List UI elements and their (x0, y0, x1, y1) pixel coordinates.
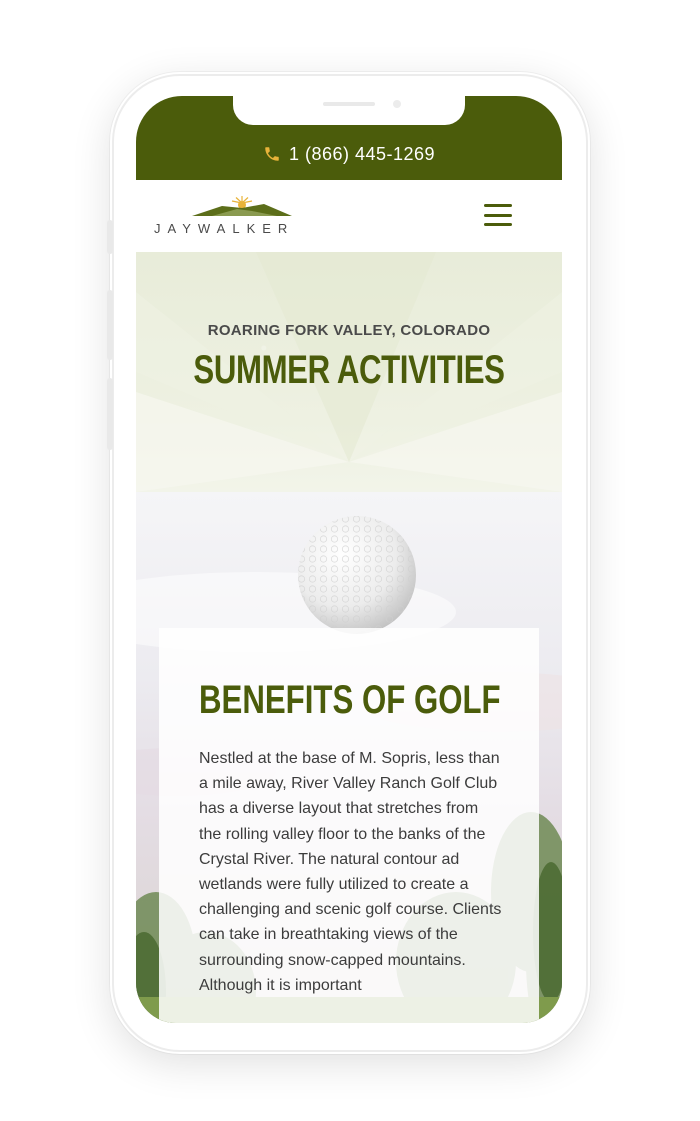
benefits-body-text: Nestled at the base of M. Sopris, less than a mile away, River Valley Ranch Golf Club has a diverse layout that stretches from the rolling valley floor to the banks of the Crystal River. The natural contour ad wetlands were fully utilized to create a challenging and scenic golf course. Clients can take in breathtaking views of the surrounding snow-capped mountains. Although it is important (199, 750, 502, 994)
logo-wordmark: JAYWALKER (154, 221, 295, 236)
phone-number-link[interactable] (136, 142, 562, 166)
top-contact-bar (136, 96, 562, 180)
phone-screen (136, 96, 562, 1023)
hero-subtitle: ROARING FORK VALLEY, COLORADO (207, 322, 491, 339)
site-header (136, 180, 562, 252)
golf-ball-image (296, 514, 418, 636)
phone-number-text: 1 (866) 445-1269 (288, 143, 436, 164)
hero-title: SUMMER ACTIVITIES (193, 348, 505, 392)
phone-notch (233, 96, 465, 125)
hamburger-line (484, 204, 512, 207)
benefits-title: BENEFITS OF GOLF (199, 678, 501, 722)
hamburger-line (484, 223, 512, 226)
hero-banner (136, 252, 562, 492)
jaywalker-logo[interactable] (154, 194, 334, 238)
phone-side-button-volume-down (107, 378, 113, 450)
mountain-sun-logo-icon (192, 194, 292, 218)
notch-camera (393, 100, 401, 108)
hamburger-menu-icon[interactable] (484, 204, 514, 226)
phone-side-button-mute (107, 220, 113, 254)
phone-icon (263, 145, 281, 163)
notch-speaker (323, 102, 375, 106)
benefits-card (159, 628, 539, 1023)
phone-side-button-volume-up (107, 290, 113, 360)
hamburger-line (484, 214, 512, 217)
